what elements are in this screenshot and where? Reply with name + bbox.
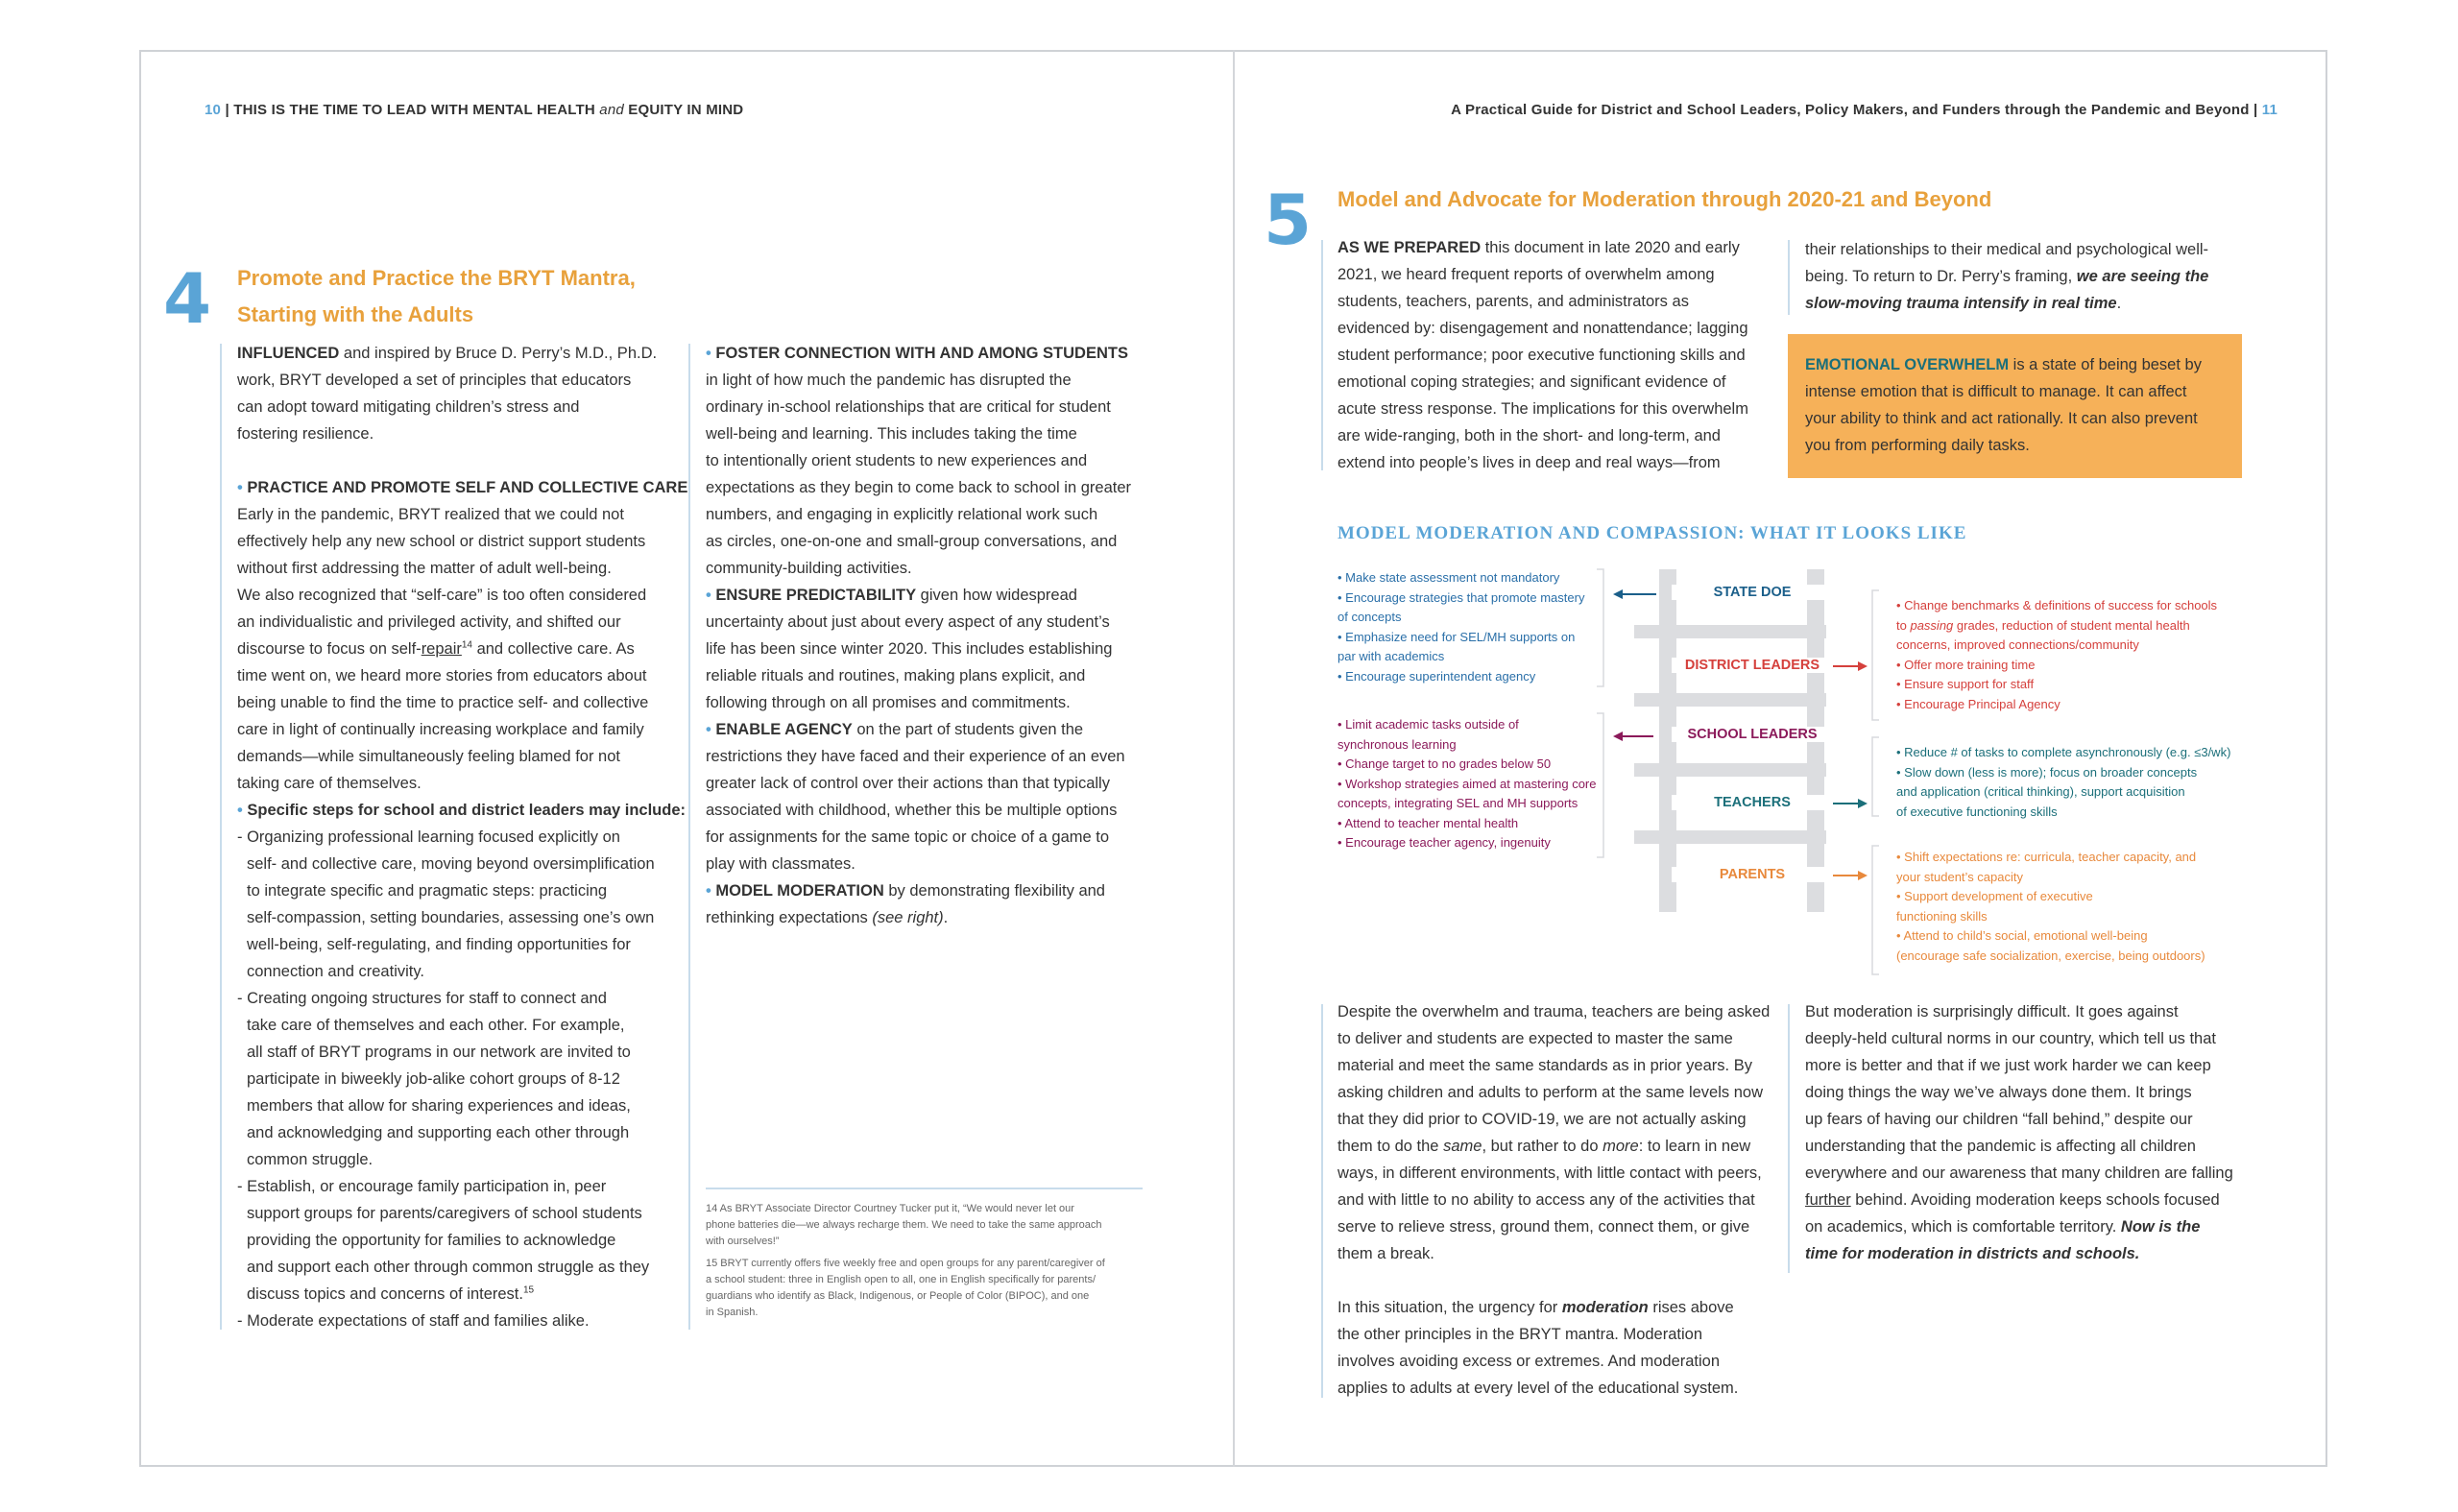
teachers-bracket [1872, 737, 1879, 816]
emotional-overwhelm-callout: EMOTIONAL OVERWHELM is a state of being beset by intense emotion that is difficult to manage. It can affect your ability to think and act rationally. It can also prevent you from performing daily tasks. [1788, 334, 2242, 478]
footnote-14: 14 As BRYT Associate Director Courtney Tucker put it, “We would never let our phone batteries die—we always recharge them. We need to take the same approach with ourselves!” [706, 1203, 1102, 1247]
enable-agency-heading: ENABLE AGENCY [715, 721, 853, 738]
section-4-column-1: INFLUENCED and inspired by Bruce D. Perry’s M.D., Ph.D. work, BRYT developed a set of principles that educators can adopt toward mitigating children’s stress and fostering resilience. • PRACTICE AND PROMOTE SELF AND COLLECTIVE CARE Early in the pandemic, BRYT realized that we could not effectively help any new school or district support students without first addressing the matter of adult well-being. We also recognized that “self-care” is too often considered an individualistic and privileged activity, and shifted our discourse to focus on self-repair$^{14}$ and collective care. As time went on, we heard more stories from educators about being unable to find the time to practice self- and collective care in light of continually increasing workplace and family demands—while simultaneously feeling blamed for not taking care of themselves. • Specific steps for school and district leaders may include: - Organizing professional learning focused explicitly on self- and collective care, moving beyond oversimplification to integrate specific and pragmatic steps: practicing self-compassion, setting boundaries, assessing one’s own well-being, self-regulating, and finding opportunities for connection and creativity. - Creating ongoing structures for staff to connect and take care of themselves and each other. For example, all staff of BRYT programs in our network are invited to participate in biweekly job-alike cohort groups of 8-12 members that allow for sharing experiences and ideas, and acknowledging and supporting each other through common struggle. - Establish, or encourage family participation in, peer support groups for parents/caregivers of school students providing the opportunity for families to acknowledge and support each other through common struggle as they discuss topics and concerns of interest.$^{15}$ - Moderate expectations of staff and families alike. [237, 340, 688, 1334]
node-school-leaders: SCHOOL LEADERS [1672, 727, 1833, 742]
right-top-col1-rule [1321, 240, 1323, 470]
step-4: - Moderate expectations of staff and families alike. [237, 1312, 590, 1330]
node-parents: PARENTS [1672, 867, 1833, 882]
arrow-head-icon [1858, 871, 1868, 880]
bullet-icon: • [237, 479, 243, 496]
step-3: - Establish, or encourage family participation in, peer support groups for parents/caregivers of school students providing the opportunity for families to acknowledge and support each other through common struggle as they discuss topics and concerns of interest.$^{15}$ [237, 1178, 650, 1303]
school-leaders-items: • Limit academic tasks outside of synchronous learning • Change target to no grades below 50 • Workshop strategies aimed at mastering core concepts, integrating SEL and MH supports • Attend to teacher mental health • Encourage teacher agency, ingenuity [1337, 717, 1597, 850]
grid-bar-h3 [1634, 763, 1826, 777]
district-bracket [1872, 590, 1879, 720]
footnote-ref-14: 14 [461, 639, 472, 651]
diagram-title: MODEL MODERATION AND COMPASSION: WHAT IT LOOKS LIKE [1337, 523, 1967, 543]
bullet-icon: • [706, 882, 711, 900]
footnote-15: 15 BRYT currently offers five weekly free and open groups for any parent/caregiver of a school student: three in English open to all, one in English specifically for parents/ guardians who identify as Black, Indigenous, or People of Color (BIPOC), and one in Spanish. [706, 1258, 1105, 1318]
right-bottom-col2-rule [1788, 1004, 1790, 1273]
footnotes [706, 1201, 1157, 1327]
ensure-predictability-heading: ENSURE PREDICTABILITY [715, 587, 917, 604]
node-district-leaders: DISTRICT LEADERS [1672, 658, 1833, 673]
step-2: - Creating ongoing structures for staff to connect and take care of themselves and each other. For example, all staff of BRYT programs in our network are invited to participate in biweekly job-alike cohort groups of 8-12 members that allow for sharing experiences and ideas, and acknowledging and supporting each other through common struggle. [237, 990, 631, 1168]
grid-bar-h2 [1634, 693, 1826, 707]
model-moderation-heading: MODEL MODERATION [715, 882, 884, 900]
bullet-icon: • [706, 345, 711, 362]
section-number-4: 4 [163, 258, 212, 339]
node-state-doe: STATE DOE [1672, 585, 1833, 600]
parents-bracket [1872, 846, 1879, 974]
bullet-icon: • [237, 802, 243, 819]
bullet-icon: • [706, 587, 711, 604]
foster-connection-heading: FOSTER CONNECTION WITH AND AMONG STUDENTS [715, 345, 1128, 362]
section-4-column-2: • FOSTER CONNECTION WITH AND AMONG STUDENTS in light of how much the pandemic has disrupted the ordinary in-school relationships that are critical for student well-being and learning. This includes taking the time to intentionally orient students to new experiences and expectations as they begin to come back to school in greater numbers, and engaging in explicitly relational work such as circles, one-on-one and small-group conversations, and community-building activities. • ENSURE PREDICTABILITY given how widespread uncertainty about just about every aspect of any student’s life has been since winter 2020. This includes establishing reliable rituals and routines, making plans explicit, and following through on all promises and commitments. • ENABLE AGENCY on the part of students given the restrictions they have faced and their experience of an even greater lack of control over their actions than that typically associated with childhood, whether this be multiple options for assignments for the same topic or choice of a game to play with classmates. • MODEL MODERATION by demonstrating flexibility and rethinking expectations (see right). [706, 345, 1132, 926]
arrow-head-icon [1858, 661, 1868, 671]
right-running-head: A Practical Guide for District and School Leaders, Policy Makers, and Funders through the Pandemic and Beyond | 11 [1451, 102, 2277, 118]
left-page-number: 10 [205, 102, 222, 118]
footnote-rule [706, 1188, 1143, 1189]
section-4-title: Promote and Practice the BRYT Mantra, Starting with the Adults [237, 266, 636, 326]
teachers-items: • Reduce # of tasks to complete asynchronously (e.g. ≤3/wk) • Slow down (less is more); focus on broader concepts and application (critical thinking), support acquisition of executive functioning skills [1896, 745, 2231, 819]
right-bottom-col1-rule [1321, 1004, 1323, 1398]
arrow-head-icon [1858, 799, 1868, 808]
arrow-head-icon [1613, 732, 1623, 741]
section-5-title: Model and Advocate for Moderation through 2020-21 and Beyond [1337, 187, 1992, 211]
parents-items: • Shift expectations re: curricula, teacher capacity, and your student’s capacity • Support development of executive functioning skills • Attend to child’s social, emotional well-being (encourage safe socialization, exercise, being outdoors) [1896, 850, 2205, 963]
section-number-5: 5 [1264, 180, 1313, 260]
specific-steps-heading: Specific steps for school and district leaders may include: [247, 802, 687, 819]
left-running-head: 10 | THIS IS THE TIME TO LEAD WITH MENTAL HEALTH and EQUITY IN MIND [205, 102, 744, 118]
section-5-body-column-2: But moderation is surprisingly difficult. It goes against deeply-held cultural norms in our country, which tell us that more is better and that if we just work harder we can keep doing things the way we’ve always done them. It brings up fears of having our children “fall behind,” despite our understanding that the pandemic is affecting all children everywhere and our awareness that many children are falling further behind. Avoiding moderation keeps schools focused on academics, which is comfortable territory. Now is the time for moderation in districts and schools. [1805, 1003, 2233, 1262]
state-doe-items: • Make state assessment not mandatory • Encourage strategies that promote mastery of concepts • Emphasize need for SEL/MH supports on par with academics • Encourage superintendent agency [1337, 570, 1585, 684]
footnote-ref-15: 15 [522, 1284, 535, 1296]
right-top-col2-rule [1788, 240, 1790, 315]
practice-care-heading: PRACTICE AND PROMOTE SELF AND COLLECTIVE CARE [247, 479, 688, 496]
bullet-icon: • [706, 721, 711, 738]
section-5-intro-column-1: AS WE PREPARED this document in late 2020 and early 2021, we heard frequent reports of overwhelm among students, teachers, parents, and administrators as evidenced by: disengagement and nonattendance; lagging student performance; poor executive functioning skills and emotional coping strategies; and significant evidence of acute stress response. The implications for this overwhelm are wide-ranging, both in the short- and long-term, and extend into people’s lives in deep and real ways—from [1337, 239, 1748, 471]
arrow-head-icon [1613, 589, 1623, 599]
district-leaders-items: • Change benchmarks & definitions of success for schools to passing grades, reduction of student mental health concerns, improved connections/community • Offer more training time • Ensure support for staff • Encourage Principal Agency [1896, 598, 2218, 711]
right-page-number: 11 [2261, 102, 2277, 118]
left-col1-rule [220, 344, 222, 1330]
node-teachers: TEACHERS [1672, 795, 1833, 810]
step-1: - Organizing professional learning focused explicitly on self- and collective care, moving beyond oversimplification to integrate specific and pragmatic steps: practicing self-compassion, setting boundaries, assessing one’s own well-being, self-regulating, and finding opportunities for connection and creativity. [237, 828, 655, 980]
section-5-intro-column-2: their relationships to their medical and psychological well- being. To return to Dr. Perry’s framing, we are seeing the slow-moving trauma intensify in real time. [1805, 241, 2209, 312]
grid-bar-h4 [1634, 830, 1826, 844]
grid-bar-h1 [1634, 625, 1826, 638]
page-gutter [1233, 50, 1235, 1467]
section-5-body-column-1: Despite the overwhelm and trauma, teachers are being asked to deliver and students are expected to master the same material and meet the same standards as in prior years. By asking children and adults to perform at the same levels now that they did prior to COVID-19, we are not actually asking them to do the same, but rather to do more: to learn in new ways, in different environments, with little contact with peers, and with little to no ability to access any of the activities that serve to relieve stress, ground them, connect them, or give them a break. In this situation, the urgency for moderation rises above the other principles in the BRYT mantra. Moderation involves avoiding excess or extremes. And moderation applies to adults at every level of the educational system. [1337, 1003, 1771, 1397]
left-col2-rule [688, 344, 690, 1330]
